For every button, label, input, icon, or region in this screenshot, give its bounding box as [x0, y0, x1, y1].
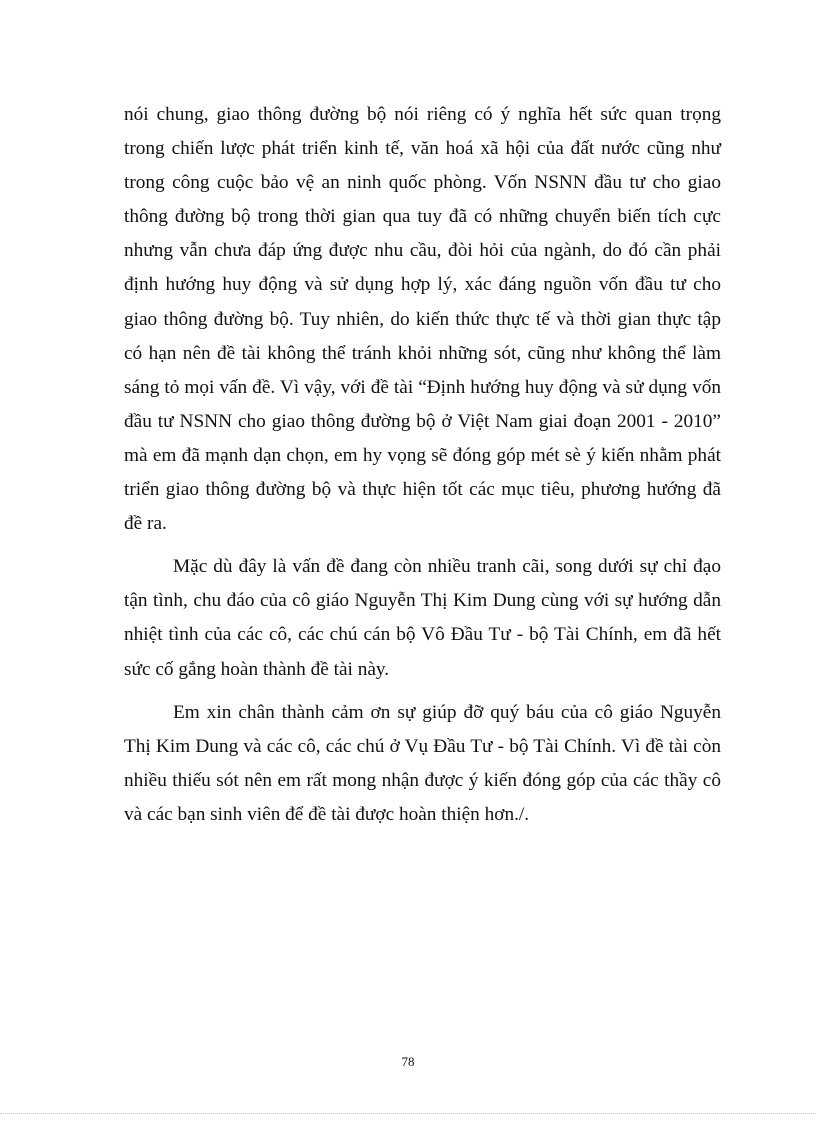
paragraph-3: Em xin chân thành cảm ơn sự giúp đỡ quý báu của cô giáo Nguyễn Thị Kim Dung và các cô, các chú ở Vụ Đầu Tư - bộ Tài Chính. Vì đề tài còn nhiều thiếu sót nên em rất mong nhận được ý kiến đóng góp của các thầy cô và các bạn sinh viên để đề tài được hoàn thiện hơn./. — [124, 701, 721, 825]
paragraph-1: nói chung, giao thông đường bộ nói riêng có ý nghĩa hết sức quan trọng trong chiến lược phát triển kinh tế, văn hoá xã hội của đất nước cũng như trong công cuộc bảo vệ an ninh quốc phòng. Vốn NSNN đầu tư cho giao thông đường bộ trong thời gian qua tuy đã có những chuyển biến tích cực nhưng vẫn chưa đáp ứng được nhu cầu, đòi hỏi của ngành, do đó cần phải định hướng huy động và sử dụng hợp lý, xác đáng nguồn vốn đầu tư cho giao thông đường bộ. Tuy nhiên, do kiến thức thực tế và thời gian thực tập có hạn nên đề tài không thể tránh khỏi những sót, cũng như không thể làm sáng tỏ mọi vấn đề. Vì vậy, với đề tài “Định hướng huy động và sử dụng vốn đầu tư NSNN cho giao thông đường bộ ở Việt Nam giai đoạn 2001 - 2010” mà em đã mạnh dạn chọn, em hy vọng sẽ đóng góp mét sè ý kiến nhằm phát triển giao thông đường bộ và thực hiện tốt các mục tiêu, phương hướng đã đề ra. — [124, 104, 721, 535]
page-bottom-rule — [0, 1113, 816, 1114]
paragraph-2: Mặc dù đây là vấn đề đang còn nhiều tranh cãi, song dưới sự chỉ đạo tận tình, chu đáo của cô giáo Nguyễn Thị Kim Dung cùng với sự hướng dẫn nhiệt tình của các cô, các chú cán bộ Vô Đầu Tư - bộ Tài Chính, em đã hết sức cố gắng hoàn thành đề tài này. — [124, 556, 721, 680]
page-number: 78 — [401, 1054, 415, 1069]
body-text — [124, 98, 721, 841]
